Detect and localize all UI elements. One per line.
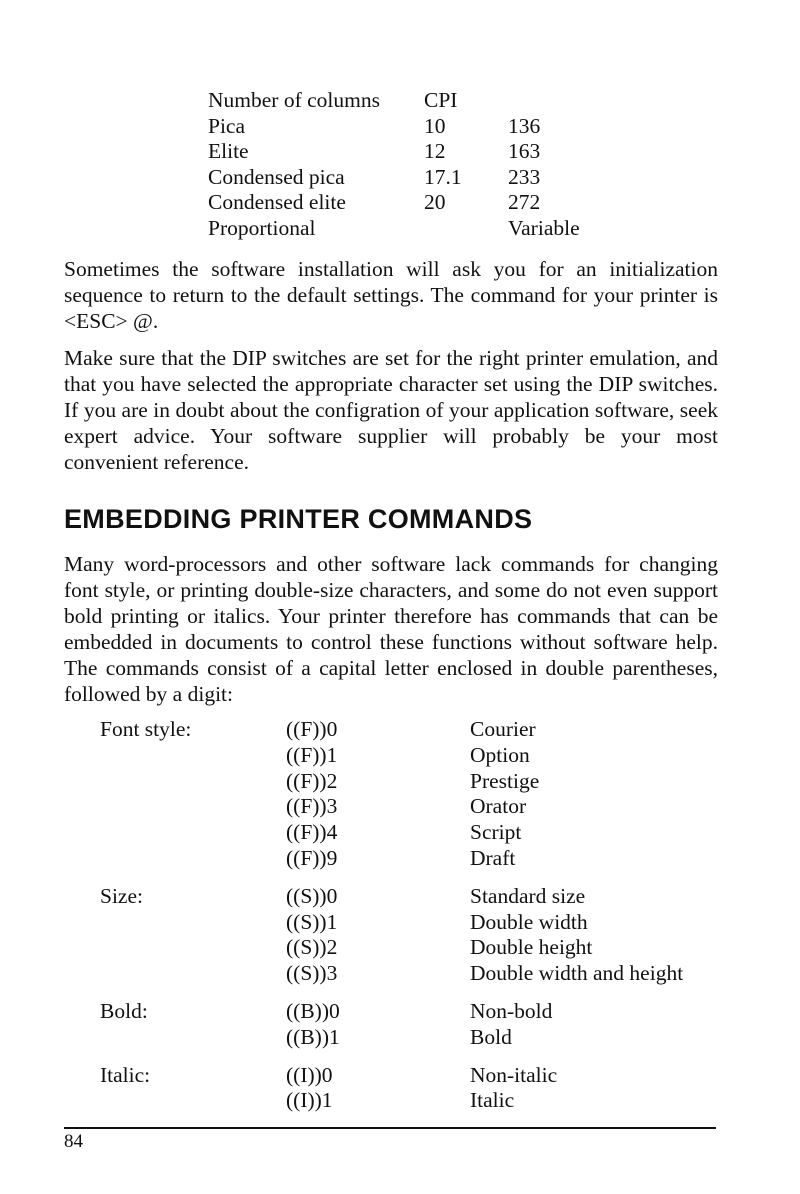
table-row — [100, 794, 683, 820]
command-code: ((F))3 — [286, 794, 338, 819]
paragraph-initialization: Sometimes the software installation will ask you for an initialization sequence to return to the default settings. The command for your printer is <ESC> @. — [64, 257, 718, 333]
table-row — [100, 846, 683, 872]
row-columns: Variable — [508, 215, 580, 240]
command-description: Non-bold — [470, 998, 553, 1023]
table-row — [100, 769, 683, 795]
row-name: Condensed elite — [208, 190, 346, 215]
command-description: Prestige — [470, 768, 540, 793]
command-group-label — [100, 769, 286, 795]
table-row — [100, 987, 683, 1025]
cpi-table — [208, 88, 580, 242]
table-row — [100, 717, 683, 743]
command-group-label — [100, 743, 286, 769]
command-group-label: Font style: — [100, 717, 192, 741]
table-row — [100, 1088, 683, 1114]
command-description: Draft — [470, 845, 516, 870]
row-cpi: 20 — [424, 190, 446, 215]
command-code: ((I))1 — [286, 1088, 333, 1113]
command-description: Double height — [470, 935, 593, 960]
command-code: ((I))0 — [286, 1062, 333, 1087]
table-row — [100, 872, 683, 910]
row-name: Pica — [208, 113, 246, 138]
table-row — [100, 820, 683, 846]
header-cpi: CPI — [424, 88, 458, 112]
table-row — [100, 1051, 683, 1089]
command-description: Bold — [470, 1024, 512, 1049]
command-group-label — [100, 910, 286, 936]
command-code: ((S))2 — [286, 935, 338, 960]
command-code: ((S))1 — [286, 909, 338, 934]
command-group-label: Size: — [100, 883, 143, 908]
header-number-of-columns: Number of columns — [208, 88, 380, 112]
paragraph-dip-switches: Make sure that the DIP switches are set for the right printer emulation, and that you have selected the appropriate character set using the DIP switches. If you are in doubt about the configration of your application software, seek expert advice. Your software supplier will probably be your most convenient reference. — [64, 346, 718, 474]
table-row — [208, 165, 580, 191]
footer-rule — [64, 1127, 716, 1129]
row-columns: 272 — [508, 190, 541, 215]
command-code: ((B))1 — [286, 1024, 340, 1049]
table-row — [208, 139, 580, 165]
table-row — [208, 190, 580, 216]
table-row — [208, 216, 580, 242]
command-description: Option — [470, 742, 530, 767]
command-group-label — [100, 846, 286, 872]
command-group-label: Bold: — [100, 998, 148, 1023]
command-code: ((F))0 — [286, 717, 338, 741]
command-group-label — [100, 794, 286, 820]
table-row — [100, 743, 683, 769]
command-group-label — [100, 961, 286, 987]
command-code: ((S))3 — [286, 961, 338, 986]
table-row — [208, 114, 580, 140]
command-description: Script — [470, 820, 522, 845]
command-code: ((S))0 — [286, 883, 338, 908]
command-group-label — [100, 1025, 286, 1051]
cpi-table-header — [208, 88, 580, 114]
paragraph-embedding: Many word-processors and other software lack commands for changing font style, or printing double-size characters, and some do not even support bold printing or italics. Your printer therefore has commands that can be embedded in documents to control these functions without software help. The commands consist of a capital letter enclosed in double parentheses, followed by a digit: — [64, 552, 718, 706]
command-code: ((F))9 — [286, 845, 338, 870]
row-name: Condensed pica — [208, 164, 345, 189]
command-code: ((F))2 — [286, 768, 338, 793]
command-description: Orator — [470, 794, 527, 819]
command-description: Standard size — [470, 883, 586, 908]
command-group-label — [100, 935, 286, 961]
row-cpi: 17.1 — [424, 164, 462, 189]
command-code: ((F))1 — [286, 742, 338, 767]
command-group-label — [100, 820, 286, 846]
row-name: Proportional — [208, 215, 316, 240]
command-code: ((F))4 — [286, 820, 338, 845]
row-columns: 233 — [508, 164, 541, 189]
header-cols — [508, 88, 580, 114]
table-row — [100, 910, 683, 936]
command-description: Double width and height — [470, 961, 684, 986]
row-cpi: 10 — [424, 113, 446, 138]
row-cpi: 12 — [424, 139, 446, 164]
table-row — [100, 935, 683, 961]
row-name: Elite — [208, 139, 249, 164]
command-group-label: Italic: — [100, 1062, 151, 1087]
command-description: Courier — [470, 717, 536, 741]
command-code: ((B))0 — [286, 998, 340, 1023]
row-cpi — [424, 216, 508, 242]
command-description: Double width — [470, 909, 588, 934]
command-group-label — [100, 1088, 286, 1114]
row-columns: 163 — [508, 139, 541, 164]
command-description: Italic — [470, 1088, 515, 1113]
command-description: Non-italic — [470, 1062, 558, 1087]
command-table — [100, 717, 683, 1114]
table-row — [100, 1025, 683, 1051]
page-number: 84 — [64, 1131, 83, 1152]
row-columns: 136 — [508, 113, 541, 138]
section-heading: EMBEDDING PRINTER COMMANDS — [64, 504, 533, 534]
table-row — [100, 961, 683, 987]
